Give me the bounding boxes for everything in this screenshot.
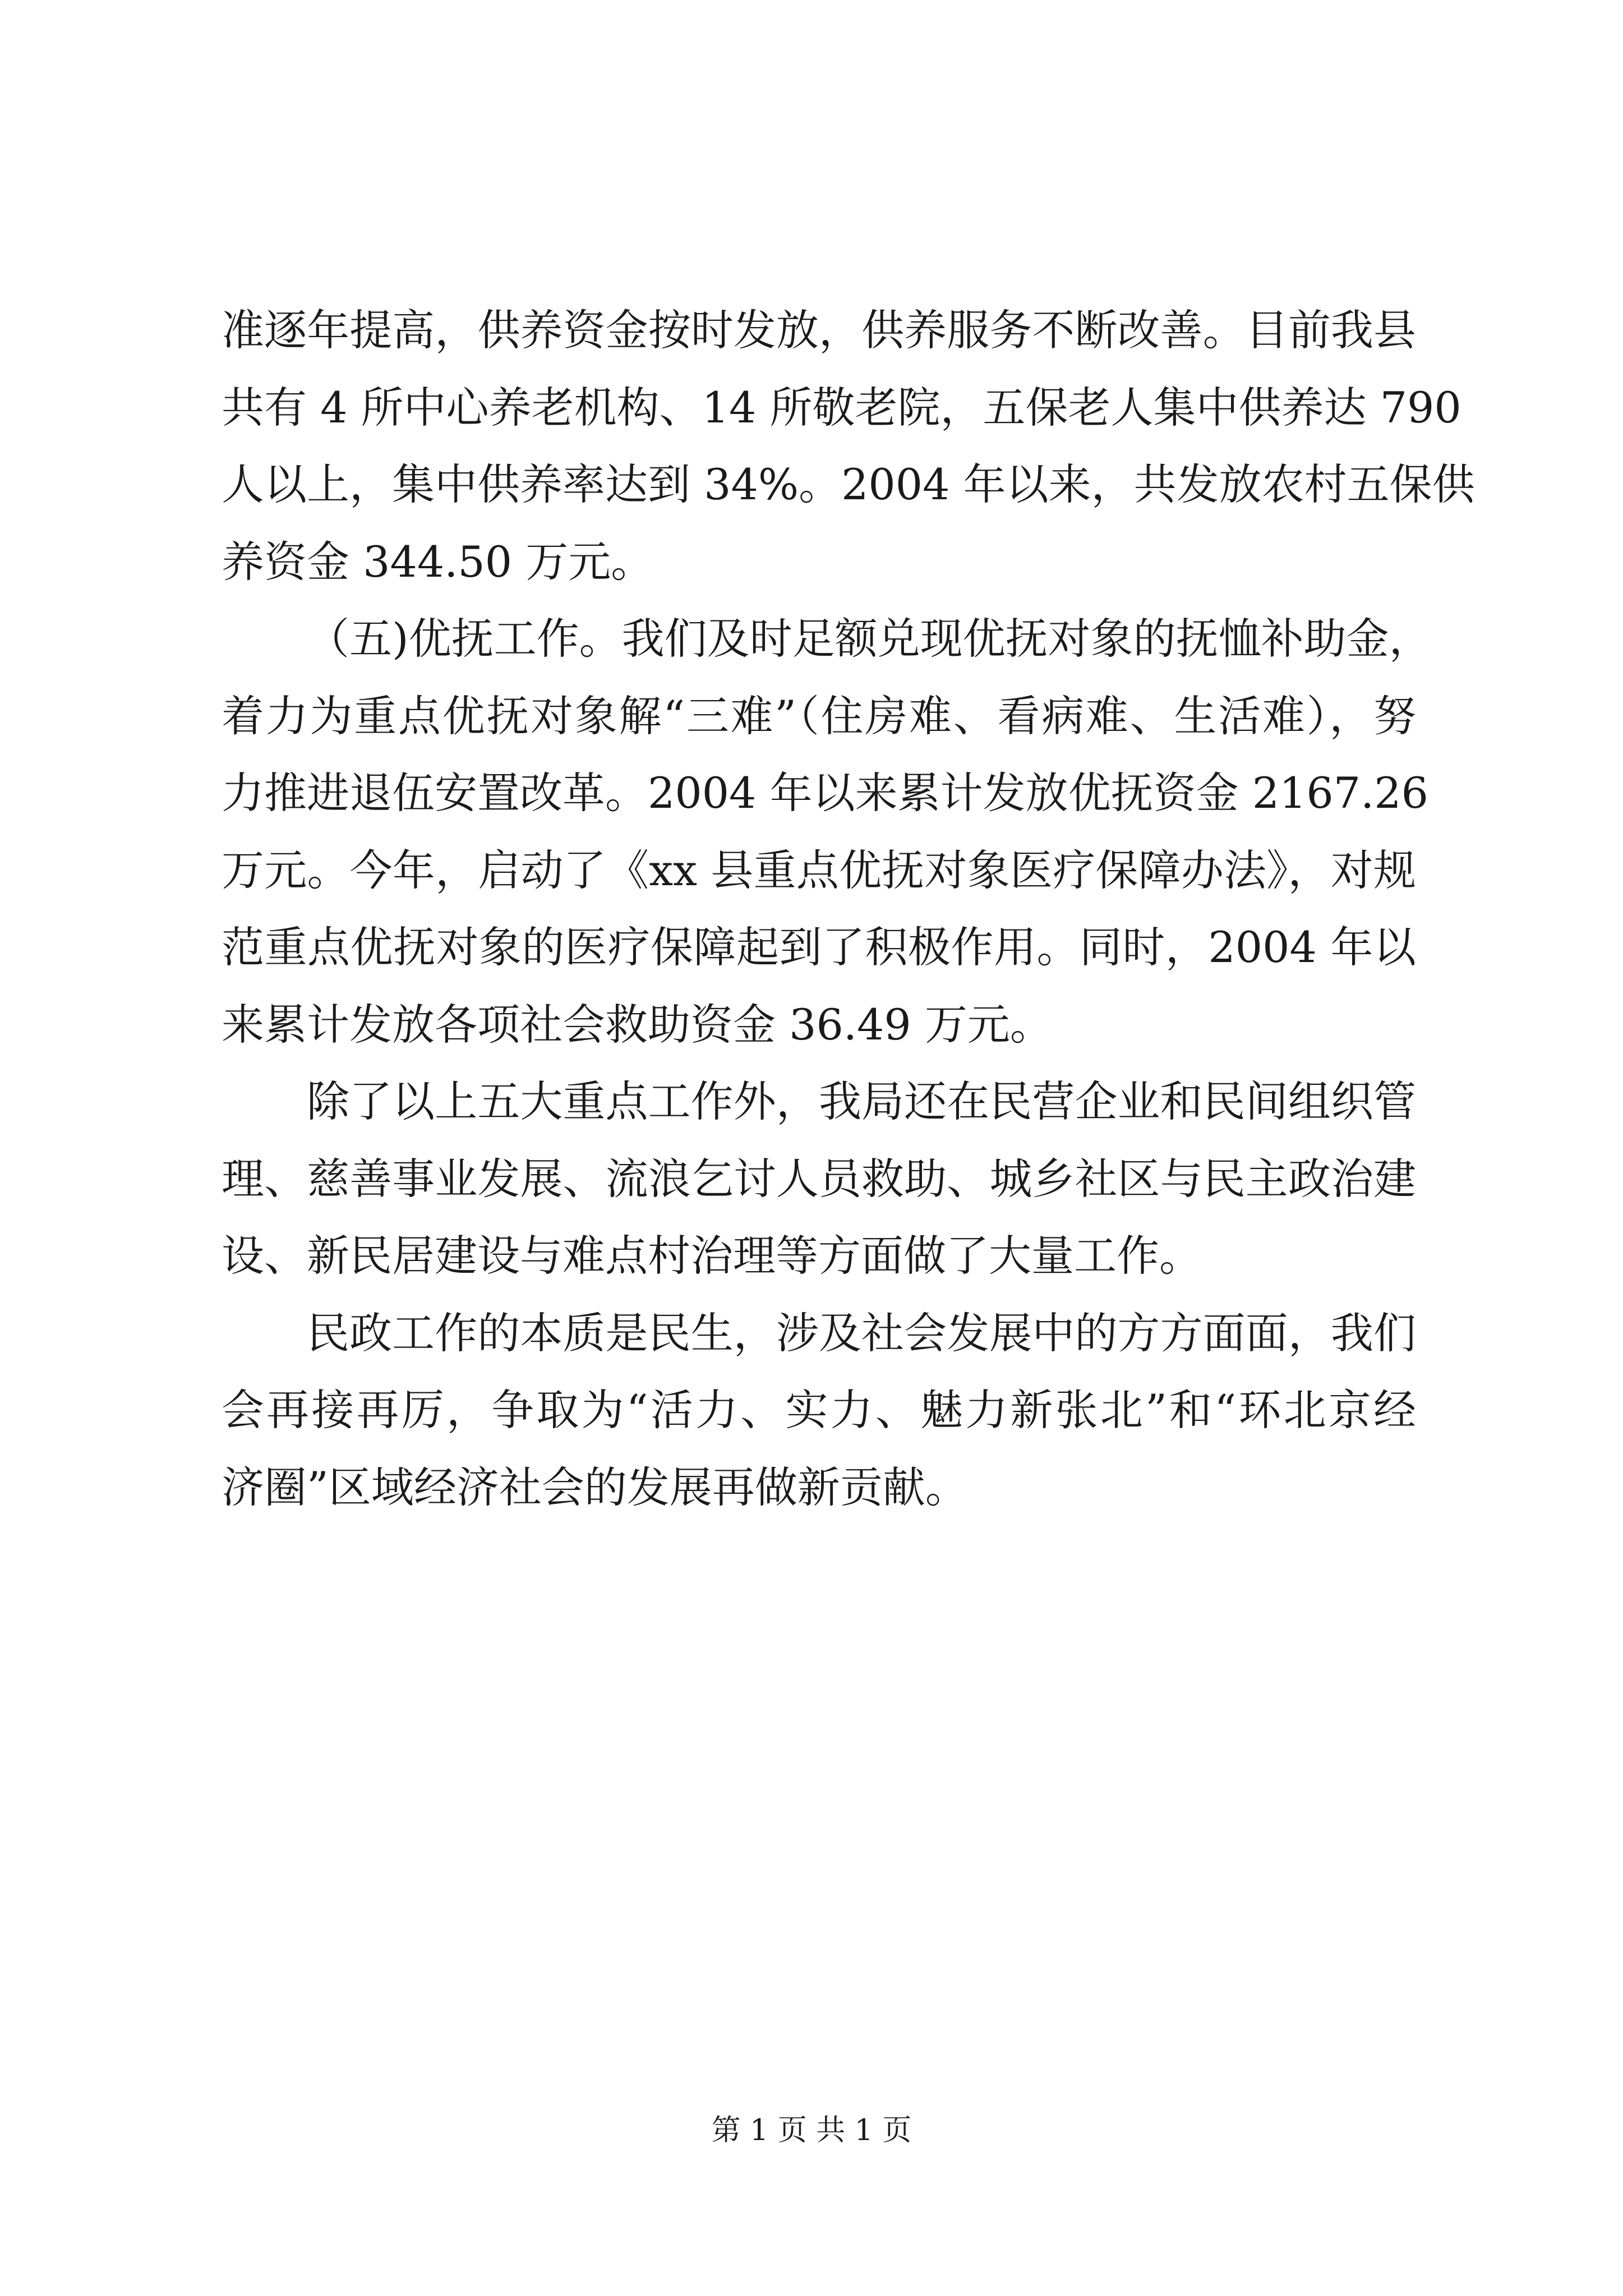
text-line: 力推进退伍安置改革。2004 年以来累计发放优抚资金 2167.26 — [222, 768, 1429, 818]
text-line: 万元。今年，启动了《xx 县重点优抚对象医疗保障办法》，对规 — [222, 845, 1416, 895]
text-line: 共有 4 所中心养老机构、14 所敬老院，五保老人集中供养达 790 — [222, 382, 1461, 432]
text-line: 济圈”区域经济社会的发展再做新贡献。 — [222, 1462, 968, 1512]
paragraph-wubao-support — [222, 292, 1475, 600]
text-line: 会再接再厉，争取为“活力、实力、魅力新张北”和“环北京经 — [222, 1385, 1416, 1435]
text-line: 民政工作的本质是民生，涉及社会发展中的方方面面，我们 — [307, 1308, 1416, 1358]
document-body — [222, 292, 1475, 1526]
text-line: 范重点优抚对象的医疗保障起到了积极作用。同时，2004 年以 — [222, 922, 1416, 972]
paragraph-conclusion — [222, 1295, 1416, 1526]
text-line: 养资金 344.50 万元。 — [222, 536, 654, 587]
text-line: 准逐年提高，供养资金按时发放，供养服务不断改善。目前我县 — [222, 305, 1416, 355]
text-line: 除了以上五大重点工作外，我局还在民营企业和民间组织管 — [307, 1076, 1416, 1126]
text-line: 设、新民居建设与难点村治理等方面做了大量工作。 — [222, 1231, 1202, 1281]
paragraph-other-work — [222, 1063, 1416, 1295]
text-line: 人以上，集中供养率达到 34%。2004 年以来，共发放农村五保供 — [222, 459, 1475, 509]
text-line: 着力为重点优抚对象解“三难”（住房难、看病难、生活难），努 — [222, 691, 1416, 741]
text-line: 来累计发放各项社会救助资金 36.49 万元。 — [222, 999, 1053, 1050]
text-line: （五)优抚工作。我们及时足额兑现优抚对象的抚恤补助金， — [307, 614, 1432, 664]
paragraph-youfu-work — [222, 600, 1432, 1063]
text-line: 理、慈善事业发展、流浪乞讨人员救助、城乡社区与民主政治建 — [222, 1153, 1416, 1204]
page-number-footer: 第 1 页 共 1 页 — [711, 2114, 912, 2147]
